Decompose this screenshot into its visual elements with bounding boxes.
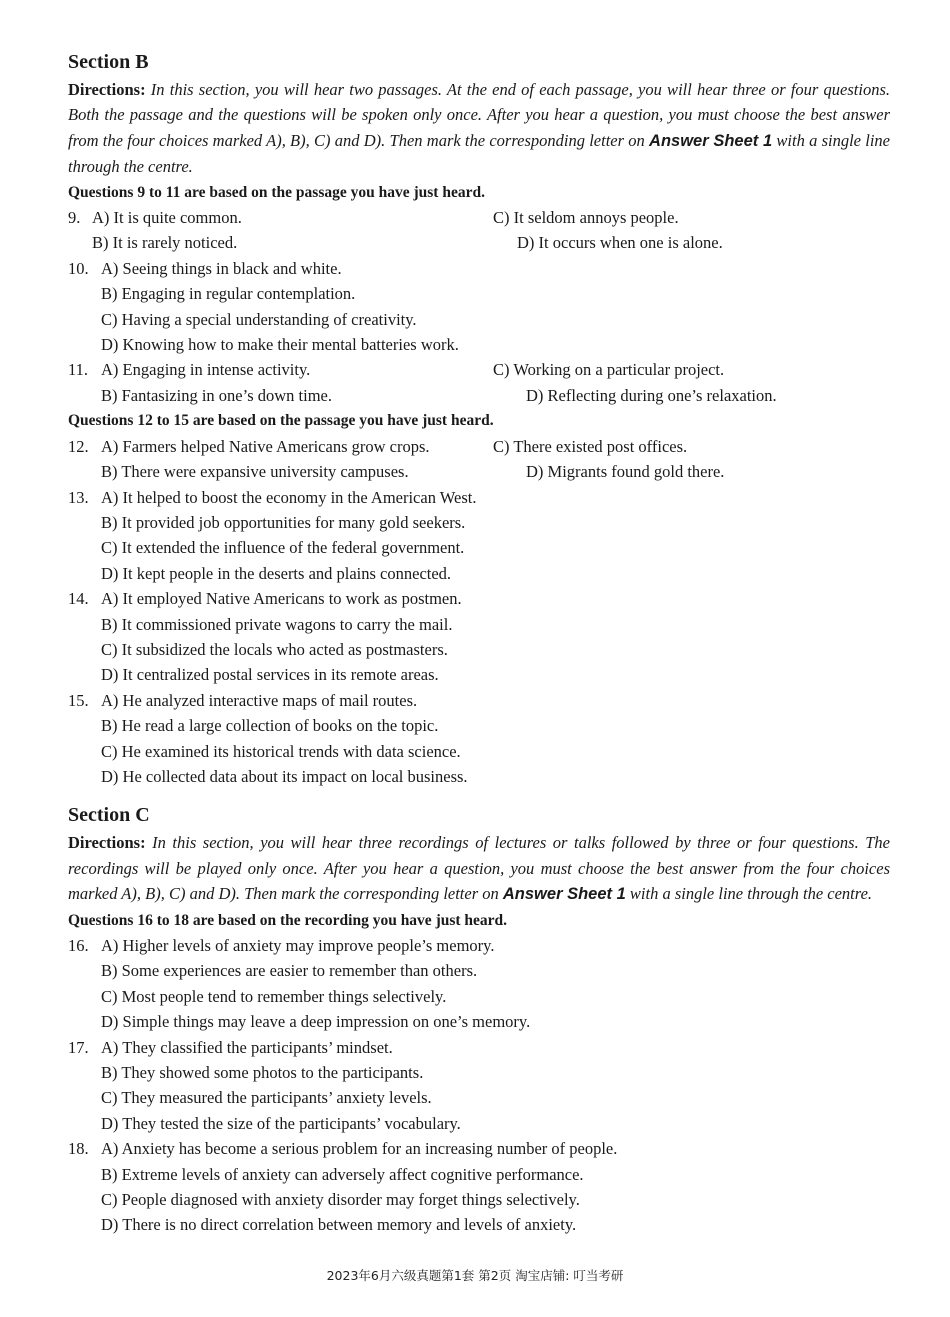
answer-sheet-label: Answer Sheet 1 (649, 131, 773, 150)
option-d: D) Reflecting during one’s relaxation. (526, 385, 777, 405)
option-a: A) Engaging in intense activity. (101, 360, 311, 380)
option-d: D) Simple things may leave a deep impression on one’s memory. (101, 1012, 531, 1032)
option-c: C) Most people tend to remember things selectively. (101, 986, 447, 1006)
question-number: 12. (68, 436, 89, 456)
option-a: A) They classified the participants’ mindset. (101, 1037, 393, 1057)
option-b: B) Some experiences are easier to remember than others. (101, 961, 478, 981)
question-17-a (68, 1035, 890, 1060)
section-c-directions (68, 830, 890, 907)
option-d: D) Knowing how to make their mental batteries work. (101, 335, 459, 355)
option-a: A) It helped to boost the economy in the American West. (101, 487, 477, 507)
question-number: 16. (68, 936, 89, 955)
question-12-row1 (68, 434, 890, 459)
question-16-a (68, 933, 890, 958)
question-group-header: Questions 9 to 11 are based on the passage you have just heard. (68, 183, 485, 201)
page-footer: 2023年6月六级真题第1套 第2页 淘宝店铺: 叮当考研 (326, 1268, 624, 1283)
option-a: A) It is quite common. (92, 208, 242, 228)
question-group-header: Questions 16 to 18 are based on the recording you have just heard. (68, 911, 508, 929)
question-number: 9. (68, 208, 81, 228)
question-11-row2 (68, 383, 890, 408)
directions-text-end: with a single line through the centre. (625, 884, 873, 904)
option-d: D) There is no direct correlation between memory and levels of anxiety. (101, 1215, 577, 1235)
question-number: 18. (68, 1139, 89, 1159)
option-d: D) It occurs when one is alone. (517, 233, 723, 253)
option-a: A) Farmers helped Native Americans grow crops. (101, 436, 430, 456)
option-b: B) It commissioned private wagons to carry the mail. (101, 614, 453, 634)
option-a: A) He analyzed interactive maps of mail routes. (101, 690, 418, 710)
option-d: D) It kept people in the deserts and plains connected. (101, 563, 452, 583)
option-c: C) People diagnosed with anxiety disorder may forget things selectively. (101, 1190, 580, 1210)
section-c-title: Section C (68, 804, 150, 827)
question-11-row1 (68, 357, 890, 382)
option-b: B) Extreme levels of anxiety can adversely affect cognitive performance. (101, 1164, 584, 1184)
question-group-header: Questions 12 to 15 are based on the passage you have just heard. (68, 412, 494, 430)
question-number: 13. (68, 487, 89, 507)
question-10-a (68, 256, 890, 281)
question-number: 11. (68, 360, 89, 380)
question-9-row1 (68, 205, 890, 230)
option-a: A) Seeing things in black and white. (101, 258, 342, 278)
question-number: 17. (68, 1037, 89, 1057)
option-c: C) Working on a particular project. (493, 360, 725, 380)
option-a: A) Anxiety has become a serious problem for an increasing number of people. (101, 1139, 618, 1159)
exam-page (68, 50, 890, 1238)
option-c: C) It seldom annoys people. (493, 208, 679, 228)
option-d: D) He collected data about its impact on local business. (101, 766, 468, 786)
question-12-row2 (68, 459, 890, 484)
section-b-directions (68, 77, 890, 180)
question-18-a (68, 1136, 890, 1161)
option-b: B) Engaging in regular contemplation. (101, 284, 356, 304)
question-number: 15. (68, 690, 89, 710)
directions-text: In this section, you will hear three recordings of lectures or talks followed by three or four questions. The recordings will be played only once. After you hear a question, you must choose the best answer from the four choices marked A), B), C) and D). Then mark the corresponding letter on (68, 833, 890, 904)
question-13-a (68, 485, 890, 510)
option-c: C) It extended the influence of the federal government. (101, 538, 465, 558)
option-d: D) They tested the size of the participants’ vocabulary. (101, 1113, 461, 1133)
option-d: D) Migrants found gold there. (526, 462, 725, 482)
directions-text: In this section, you will hear two passages. At the end of each passage, you will hear three or four questions. Both the passage and the questions will be spoken only once. After you hear a question, you must choose the best answer from the four choices marked A), B), C) and D). Then mark the corresponding letter on (68, 80, 890, 150)
option-b: B) Fantasizing in one’s down time. (101, 385, 332, 405)
option-b: B) It is rarely noticed. (92, 233, 238, 253)
question-14-a (68, 586, 890, 611)
option-c: C) It subsidized the locals who acted as postmasters. (101, 639, 448, 659)
option-a: A) Higher levels of anxiety may improve people’s memory. (101, 936, 495, 955)
section-b-title: Section B (68, 51, 149, 73)
question-15-a (68, 688, 890, 713)
option-b: B) It provided job opportunities for many gold seekers. (101, 512, 466, 532)
option-a: A) It employed Native Americans to work as postmen. (101, 589, 462, 609)
option-b: B) There were expansive university campuses. (101, 462, 409, 482)
option-c: C) He examined its historical trends with data science. (101, 741, 461, 761)
option-c: C) Having a special understanding of creativity. (101, 309, 417, 329)
option-c: C) They measured the participants’ anxiety levels. (101, 1088, 432, 1108)
question-number: 10. (68, 258, 89, 278)
option-c: C) There existed post offices. (493, 436, 688, 456)
question-9-row2 (68, 230, 890, 255)
answer-sheet-label: Answer Sheet 1 (502, 885, 626, 904)
question-number: 14. (68, 589, 89, 609)
directions-text-end: with a single line through the centre. (68, 130, 890, 177)
directions-label: Directions: (68, 80, 146, 99)
option-d: D) It centralized postal services in its remote areas. (101, 665, 439, 685)
option-b: B) He read a large collection of books on the topic. (101, 716, 439, 736)
directions-label: Directions: (68, 833, 146, 853)
option-b: B) They showed some photos to the participants. (101, 1063, 424, 1083)
